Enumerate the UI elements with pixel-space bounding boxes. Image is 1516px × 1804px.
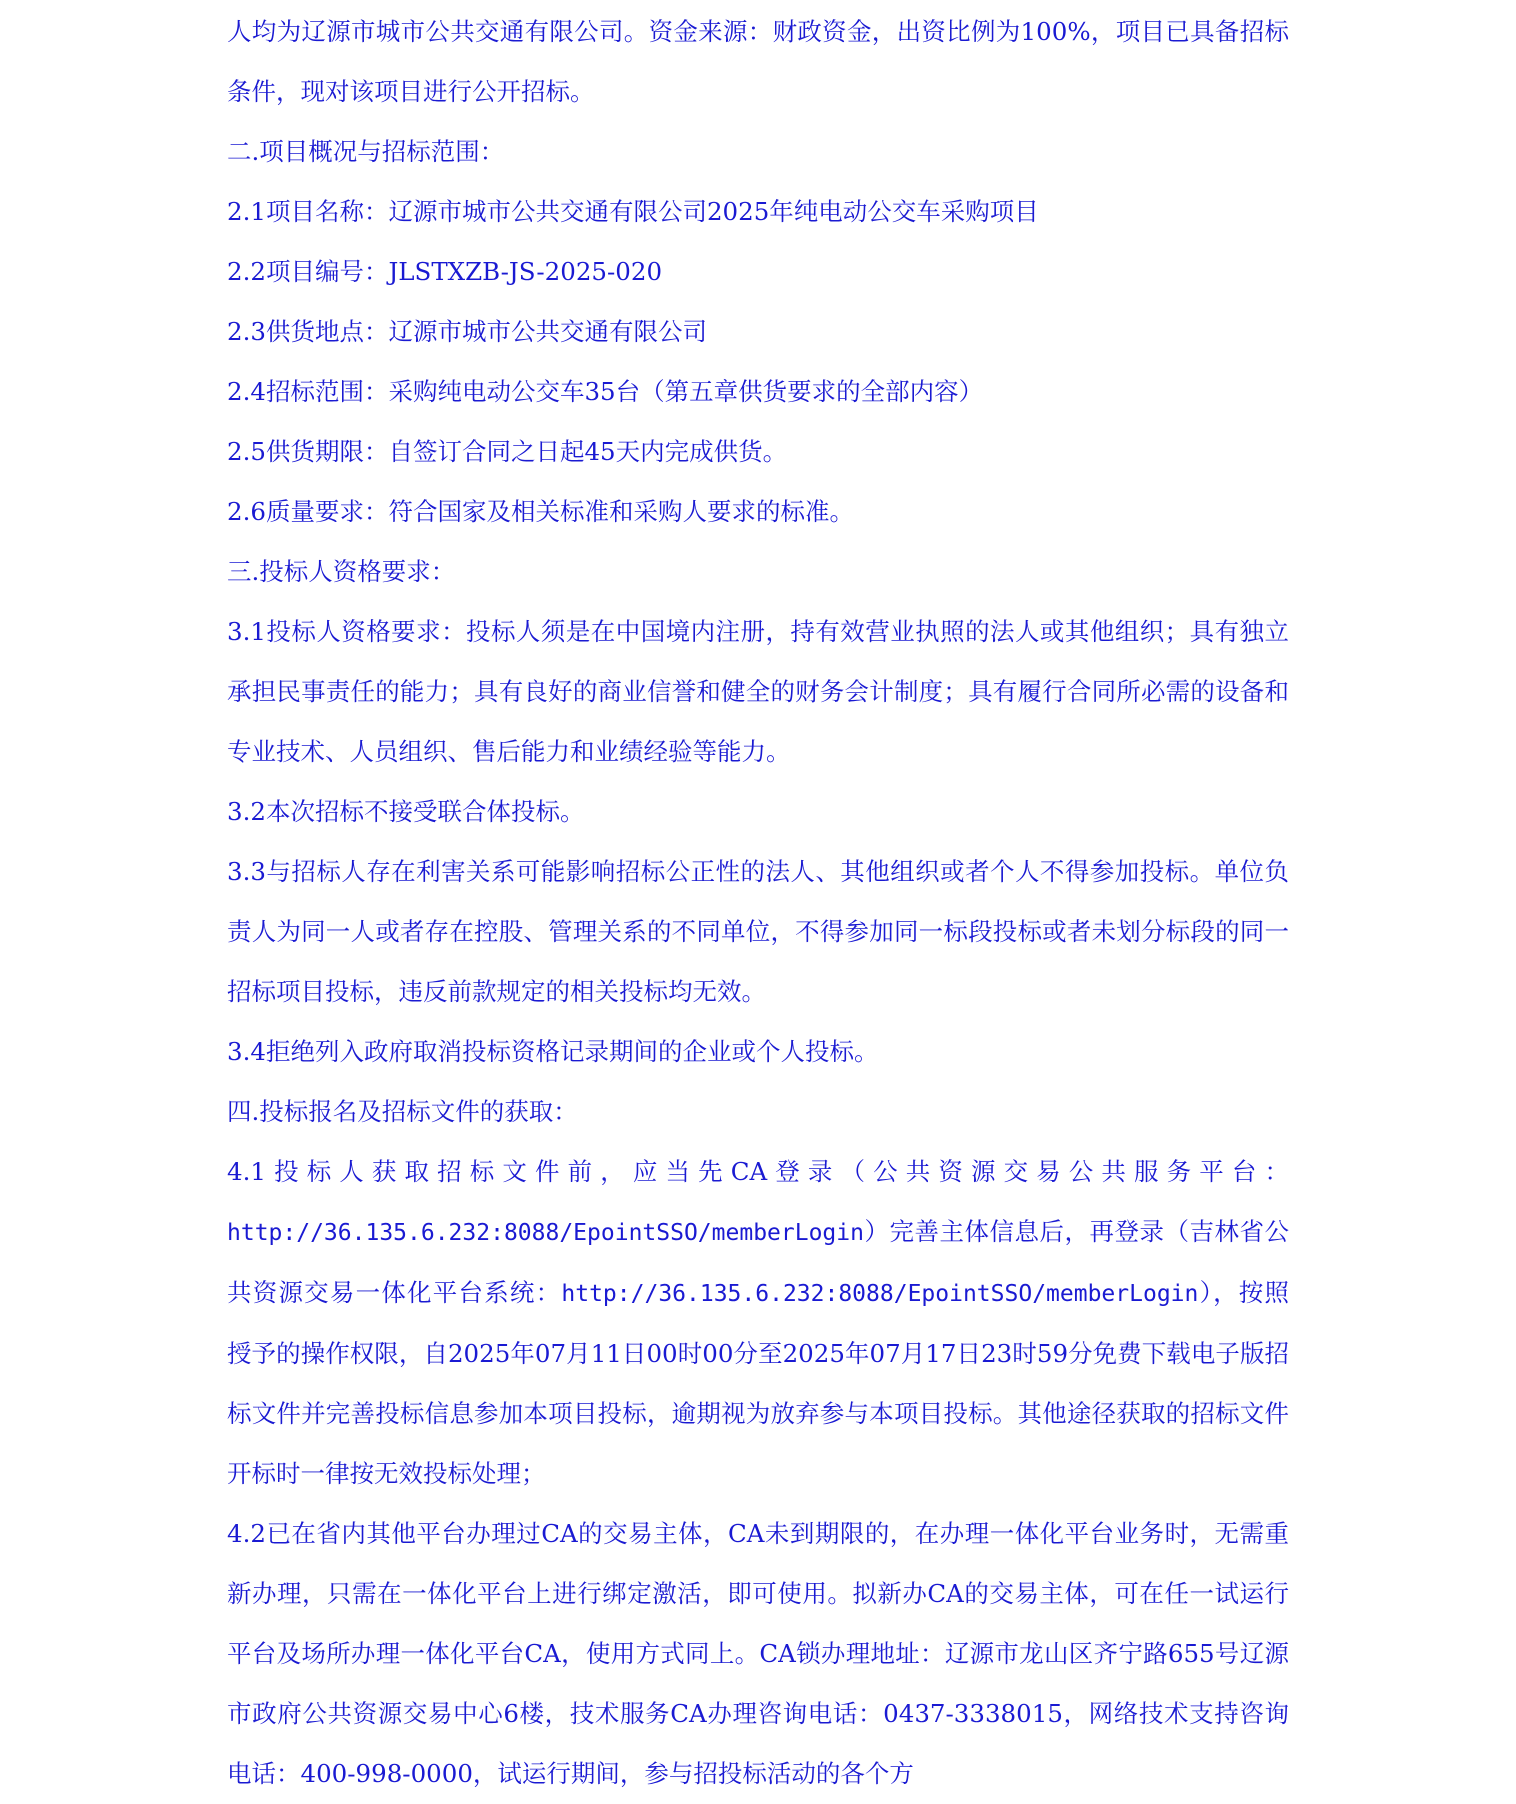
item-2-6: 2.6质量要求：符合国家及相关标准和采购人要求的标准。 [227, 497, 854, 526]
item-2-3: 2.3供货地点：辽源市城市公共交通有限公司 [227, 317, 707, 346]
document-body [227, 0, 1289, 1804]
intro-paragraph: 人均为辽源市城市公共交通有限公司。资金来源：财政资金，出资比例为100%，项目已具备招标条件，现对该项目进行公开招标。 [227, 17, 1289, 106]
item-4-1-text-c: ），按照授予的操作权限，自2025年07月11日00时00分至2025年07月17日23时59分免费下载电子版招标文件并完善投标信息参加本项目投标，逾期视为放弃参与本项目投标。其他途径获取的招标文件开标时一律按无效投标处理； [227, 1278, 1290, 1488]
item-3-3: 3.3与招标人存在利害关系可能影响招标公正性的法人、其他组织或者个人不得参加投标。单位负责人为同一人或者存在控股、管理关系的不同单位，不得参加同一标段投标或者未划分标段的同一招标项目投标，违反前款规定的相关投标均无效。 [227, 857, 1289, 1006]
section-4-heading: 四.投标报名及招标文件的获取： [227, 1097, 578, 1126]
item-2-4: 2.4招标范围：采购纯电动公交车35台（第五章供货要求的全部内容） [227, 377, 984, 406]
section-3-heading: 三.投标人资格要求： [227, 557, 456, 586]
item-2-2: 2.2项目编号：JLSTXZB-JS-2025-020 [227, 257, 663, 286]
item-4-1 [227, 1142, 1289, 1504]
item-3-2: 3.2本次招标不接受联合体投标。 [227, 797, 585, 826]
item-3-1: 3.1投标人资格要求：投标人须是在中国境内注册，持有效营业执照的法人或其他组织；具有独立承担民事责任的能力；具有良好的商业信誉和健全的财务会计制度；具有履行合同所必需的设备和专业技术、人员组织、售后能力和业绩经验等能力。 [227, 617, 1289, 766]
item-4-2: 4.2已在省内其他平台办理过CA的交易主体，CA未到期限的，在办理一体化平台业务时，无需重新办理，只需在一体化平台上进行绑定激活，即可使用。拟新办CA的交易主体，可在任一试运行平台及场所办理一体化平台CA，使用方式同上。CA锁办理地址：辽源市龙山区齐宁路655号辽源市政府公共资源交易中心6楼，技术服务CA办理咨询电话：0437-3338015，网络技术支持咨询电话：400-998-0000，试运行期间，参与招投标活动的各个方 [227, 1519, 1289, 1788]
section-2-heading: 二.项目概况与招标范围： [227, 137, 505, 166]
item-4-1-text-a: 4.1投标人获取招标文件前，应当先CA登录（公共资源交易公共服务平台： [227, 1157, 1289, 1186]
item-2-5: 2.5供货期限：自签订合同之日起45天内完成供货。 [227, 437, 788, 466]
item-4-1-text-b: ）完善主体信息后，再登录（吉林省公共资源交易一体化平台系统： [227, 1217, 1289, 1307]
item-2-1: 2.1项目名称：辽源市城市公共交通有限公司2025年纯电动公交车采购项目 [227, 197, 1039, 226]
item-3-4: 3.4拒绝列入政府取消投标资格记录期间的企业或个人投标。 [227, 1037, 879, 1066]
integrated-platform-url[interactable]: http://36.135.6.232:8088/EpointSSO/memberLogin [561, 1281, 1199, 1307]
public-service-platform-url[interactable]: http://36.135.6.232:8088/EpointSSO/memberLogin [227, 1220, 864, 1246]
